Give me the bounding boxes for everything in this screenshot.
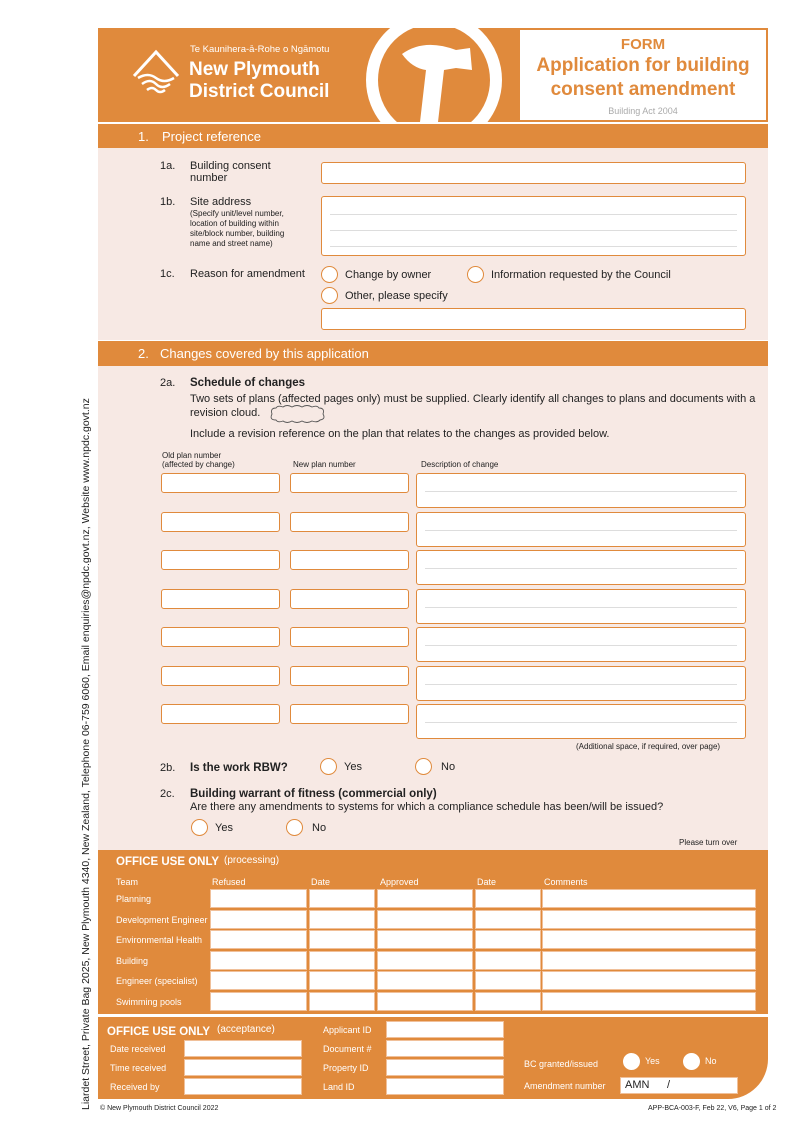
time-received-label: Time received xyxy=(110,1063,167,1073)
q1b-hint-3: site/block number, building xyxy=(190,229,285,238)
description-of-change-input[interactable] xyxy=(416,589,746,624)
q2b-number: 2b. xyxy=(160,762,176,774)
amendment-number-input[interactable] xyxy=(620,1077,738,1094)
form-title-line2: consent amendment xyxy=(550,79,736,100)
q2a-text-3: Include a revision reference on the plan that relates to the changes as provided below. xyxy=(190,428,610,440)
office-processing-cell[interactable] xyxy=(210,951,307,970)
new-plan-number-input[interactable] xyxy=(290,512,409,532)
col-new-plan: New plan number xyxy=(293,460,356,469)
old-plan-number-input[interactable] xyxy=(161,512,280,532)
bwof-yes-label: Yes xyxy=(215,822,233,834)
old-plan-number-input[interactable] xyxy=(161,627,280,647)
bwof-no-radio[interactable] xyxy=(286,819,303,836)
description-of-change-input[interactable] xyxy=(416,512,746,547)
description-of-change-input[interactable] xyxy=(416,550,746,585)
bc-granted-no-radio[interactable] xyxy=(683,1053,700,1070)
q1b-hint-1: (Specify unit/level number, xyxy=(190,209,284,218)
office-processing-cell[interactable] xyxy=(377,992,473,1011)
office-processing-cell[interactable] xyxy=(542,930,756,949)
office-processing-cell[interactable] xyxy=(309,992,375,1011)
please-turn-over: Please turn over xyxy=(679,838,738,847)
footer-copyright: © New Plymouth District Council 2022 xyxy=(100,1105,219,1112)
q2b-label: Is the work RBW? xyxy=(190,762,288,774)
q2c-number: 2c. xyxy=(160,788,175,800)
property-id-label: Property ID xyxy=(323,1063,369,1073)
side-contact-text: Liardet Street, Private Bag 2025, New Plymouth 4340, New Zealand, Telephone 06-759 6060, Email enquiries@npdc.govt.nz, Website www.npdc.govt.nz xyxy=(80,398,92,1110)
office-team-label: Building xyxy=(116,955,149,966)
office-processing-cell[interactable] xyxy=(475,910,541,929)
document-label: Document # xyxy=(323,1044,372,1054)
office-processing-cell[interactable] xyxy=(377,910,473,929)
council-request-radio[interactable] xyxy=(467,266,484,283)
council-name-line1: New Plymouth xyxy=(189,59,320,80)
new-plan-number-input[interactable] xyxy=(290,666,409,686)
new-plan-number-input[interactable] xyxy=(290,627,409,647)
q2a-text-1: Two sets of plans (affected pages only) must be supplied. Clearly identify all changes to plans and documents with a xyxy=(190,393,756,405)
office-processing-cell[interactable] xyxy=(542,951,756,970)
bc-granted-yes-radio[interactable] xyxy=(623,1053,640,1070)
office-processing-header: Date xyxy=(477,877,497,887)
col-old-plan-2: (affected by change) xyxy=(162,460,235,469)
other-reason-input[interactable] xyxy=(321,308,746,330)
office-processing-header: Comments xyxy=(544,877,588,887)
office-processing-cell[interactable] xyxy=(475,889,541,908)
new-plan-number-input[interactable] xyxy=(290,473,409,493)
q1a-label-2: number xyxy=(190,172,228,184)
office-processing-cell[interactable] xyxy=(542,910,756,929)
building-consent-number-input[interactable] xyxy=(321,162,746,184)
office-processing-cell[interactable] xyxy=(542,992,756,1011)
rbw-no-label: No xyxy=(441,761,456,773)
bwof-no-label: No xyxy=(312,822,327,834)
q1a-number: 1a. xyxy=(160,160,176,172)
old-plan-number-input[interactable] xyxy=(161,550,280,570)
form-label: FORM xyxy=(620,36,666,53)
office-processing-header: Date xyxy=(311,877,331,887)
change-by-owner-radio[interactable] xyxy=(321,266,338,283)
applicant-id-label: Applicant ID xyxy=(323,1025,372,1035)
office-processing-cell[interactable] xyxy=(210,992,307,1011)
office-processing-cell[interactable] xyxy=(542,889,756,908)
date-received-input[interactable] xyxy=(184,1040,302,1057)
old-plan-number-input[interactable] xyxy=(161,666,280,686)
amn-prefix: AMN xyxy=(625,1079,650,1091)
rbw-no-radio[interactable] xyxy=(415,758,432,775)
document-input[interactable] xyxy=(386,1040,504,1057)
council-request-label: Information requested by the Council xyxy=(491,269,671,281)
office-team-label: Environmental Health xyxy=(116,935,203,945)
old-plan-number-input[interactable] xyxy=(161,589,280,609)
land-id-input[interactable] xyxy=(386,1078,504,1095)
description-of-change-input[interactable] xyxy=(416,666,746,701)
q1c-label: Reason for amendment xyxy=(190,268,305,280)
q2a-text-2: revision cloud. xyxy=(190,407,261,419)
new-plan-number-input[interactable] xyxy=(290,550,409,570)
office-processing-cell[interactable] xyxy=(377,889,473,908)
amendment-number-label: Amendment number xyxy=(524,1081,606,1091)
q1b-number: 1b. xyxy=(160,196,176,208)
office-processing-cell[interactable] xyxy=(309,889,375,908)
office-processing-cell[interactable] xyxy=(377,971,473,990)
section1-title: Project reference xyxy=(162,129,261,144)
time-received-input[interactable] xyxy=(184,1059,302,1076)
q2a-number: 2a. xyxy=(160,377,176,389)
q1b-hint-2: location of building within xyxy=(190,219,279,228)
bc-granted-label: BC granted/issued xyxy=(524,1059,599,1069)
office-processing-header: Refused xyxy=(212,877,246,887)
rbw-yes-label: Yes xyxy=(344,761,362,773)
date-received-label: Date received xyxy=(110,1044,166,1054)
q2a-title: Schedule of changes xyxy=(190,377,306,389)
additional-space-note: (Additional space, if required, over page) xyxy=(576,742,721,751)
form-title-line1: Application for building xyxy=(536,55,750,76)
office-team-label: Engineer (specialist) xyxy=(116,976,198,986)
office-processing-cell[interactable] xyxy=(377,930,473,949)
building-act: Building Act 2004 xyxy=(608,106,678,116)
office-processing-title: OFFICE USE ONLY xyxy=(116,856,220,868)
q1b-label: Site address xyxy=(190,196,252,208)
q2c-title: Building warrant of fitness (commercial only) xyxy=(190,788,437,800)
site-address-input[interactable] xyxy=(321,196,746,256)
office-processing-cell[interactable] xyxy=(475,930,541,949)
description-of-change-input[interactable] xyxy=(416,473,746,508)
new-plan-number-input[interactable] xyxy=(290,704,409,724)
office-processing-cell[interactable] xyxy=(210,889,307,908)
change-by-owner-label: Change by owner xyxy=(345,269,432,281)
office-processing-subtitle: (processing) xyxy=(224,855,280,866)
old-plan-number-input[interactable] xyxy=(161,473,280,493)
description-of-change-input[interactable] xyxy=(416,627,746,662)
description-of-change-input[interactable] xyxy=(416,704,746,739)
office-processing-cell[interactable] xyxy=(542,971,756,990)
office-processing-cell[interactable] xyxy=(309,971,375,990)
q2c-text: Are there any amendments to systems for which a compliance schedule has been/will be issued? xyxy=(190,801,664,813)
received-by-label: Received by xyxy=(110,1082,160,1092)
office-processing-cell[interactable] xyxy=(377,951,473,970)
bc-granted-no-label: No xyxy=(705,1056,717,1066)
office-processing-cell[interactable] xyxy=(210,910,307,929)
council-maori-name: Te Kaunihera-ā-Rohe o Ngāmotu xyxy=(190,44,330,55)
q1b-hint-4: name and street name) xyxy=(190,239,273,248)
office-processing-cell[interactable] xyxy=(210,930,307,949)
revision-cloud-icon xyxy=(266,405,328,423)
office-processing-cell[interactable] xyxy=(309,930,375,949)
office-processing-cell[interactable] xyxy=(309,910,375,929)
col-old-plan-1: Old plan number xyxy=(162,451,222,460)
office-processing-cell[interactable] xyxy=(475,992,541,1011)
hammer-icon xyxy=(364,28,504,122)
office-team-label: Planning xyxy=(116,894,152,904)
section2-title: Changes covered by this application xyxy=(160,346,369,361)
office-processing-cell[interactable] xyxy=(475,971,541,990)
bc-granted-yes-label: Yes xyxy=(645,1056,660,1066)
council-name-line2: District Council xyxy=(189,81,330,102)
old-plan-number-input[interactable] xyxy=(161,704,280,724)
amn-separator: / xyxy=(667,1079,671,1091)
office-processing-cell[interactable] xyxy=(475,951,541,970)
section2-number: 2. xyxy=(138,346,149,361)
col-description: Description of change xyxy=(421,460,499,469)
office-processing-cell[interactable] xyxy=(210,971,307,990)
new-plan-number-input[interactable] xyxy=(290,589,409,609)
footer-reference: APP-BCA-003-F, Feb 22, V6, Page 1 of 2 xyxy=(648,1105,777,1112)
rbw-yes-radio[interactable] xyxy=(320,758,337,775)
office-acceptance-subtitle: (acceptance) xyxy=(217,1024,275,1035)
office-processing-cell[interactable] xyxy=(309,951,375,970)
bwof-yes-radio[interactable] xyxy=(191,819,208,836)
received-by-input[interactable] xyxy=(184,1078,302,1095)
property-id-input[interactable] xyxy=(386,1059,504,1076)
applicant-id-input[interactable] xyxy=(386,1021,504,1038)
other-reason-label: Other, please specify xyxy=(345,290,448,302)
office-acceptance-title: OFFICE USE ONLY xyxy=(107,1026,211,1038)
council-logo-icon xyxy=(130,48,182,96)
office-team-label: Development Engineer xyxy=(116,914,208,925)
q1c-number: 1c. xyxy=(160,268,175,280)
section1-number: 1. xyxy=(138,129,149,144)
other-reason-radio[interactable] xyxy=(321,287,338,304)
office-processing-header: Team xyxy=(116,877,139,887)
q1a-label-1: Building consent xyxy=(190,160,271,172)
land-id-label: Land ID xyxy=(323,1082,355,1092)
office-processing-header: Approved xyxy=(380,877,419,887)
office-team-label: Swimming pools xyxy=(116,996,182,1007)
